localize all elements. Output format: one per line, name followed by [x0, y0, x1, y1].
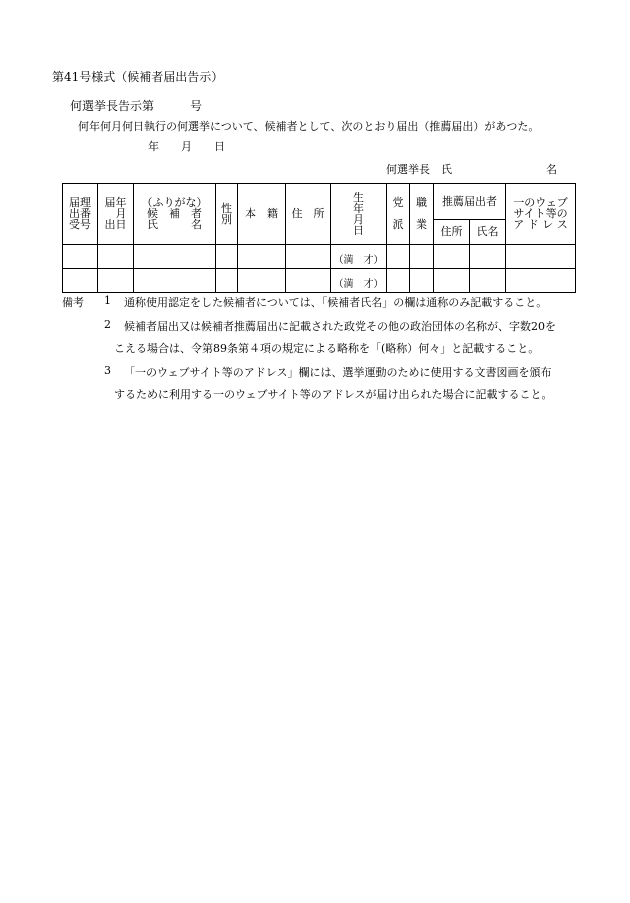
age-label: （満 才）	[331, 245, 387, 269]
notice-body: 何年何月何日執行の何選挙について、候補者として、次のとおり届出（推薦届出）があつた。	[78, 120, 540, 133]
note-text: するために利用する一のウェブサイト等のアドレスが届け出られた場合に記載すること。	[114, 388, 553, 401]
signature-title: 何選挙長 氏	[386, 163, 452, 176]
table-row	[63, 245, 576, 269]
header-website: 一のウェブ サイト等の ア ド レ ス	[506, 184, 576, 245]
header-receipt-number: 届理 出番 受号	[63, 184, 98, 245]
note-text: こえる場合は、令第89条第４項の規定による略称を「(略称）何々」と記載すること。	[114, 342, 540, 355]
header-party: 党 派	[387, 184, 410, 245]
note-number: 2	[104, 318, 111, 331]
form-title: 第41号様式（候補者届出告示）	[52, 70, 224, 84]
notice-number: 何選挙長告示第 号	[70, 99, 203, 113]
header-recommender: 推薦届出者	[434, 184, 506, 220]
header-filing-date: 届年 月 出日	[98, 184, 134, 245]
note-text: 候補者届出又は候補者推薦届出に記載された政党その他の政治団体の名称が、字数20を	[124, 320, 556, 333]
header-honseki: 本 籍	[238, 184, 286, 245]
date-line: 年 月 日	[148, 140, 225, 153]
notes-label: 備考	[62, 296, 84, 309]
header-recommender-address: 住所	[434, 220, 470, 245]
header-candidate-name: （ふりがな） 候 補 者 氏 名	[134, 184, 216, 245]
header-occupation: 職 業	[410, 184, 434, 245]
note-number: 1	[104, 294, 111, 307]
table-row	[63, 269, 576, 293]
age-label: （満 才）	[331, 269, 387, 293]
header-address: 住 所	[286, 184, 331, 245]
signature-name-suffix: 名	[546, 163, 557, 176]
header-birthdate: 生 年 月 日	[331, 184, 387, 245]
candidate-form-table	[62, 183, 576, 293]
note-text: 「一のウェブサイト等のアドレス」欄には、選挙運動のために使用する文書図画を頒布	[124, 366, 552, 379]
note-number: 3	[104, 364, 111, 377]
header-gender: 性 別	[216, 184, 238, 245]
header-recommender-name: 氏名	[470, 220, 506, 245]
note-text: 通称使用認定をした候補者については、「候補者氏名」の欄は通称のみ記載すること。	[124, 296, 548, 309]
